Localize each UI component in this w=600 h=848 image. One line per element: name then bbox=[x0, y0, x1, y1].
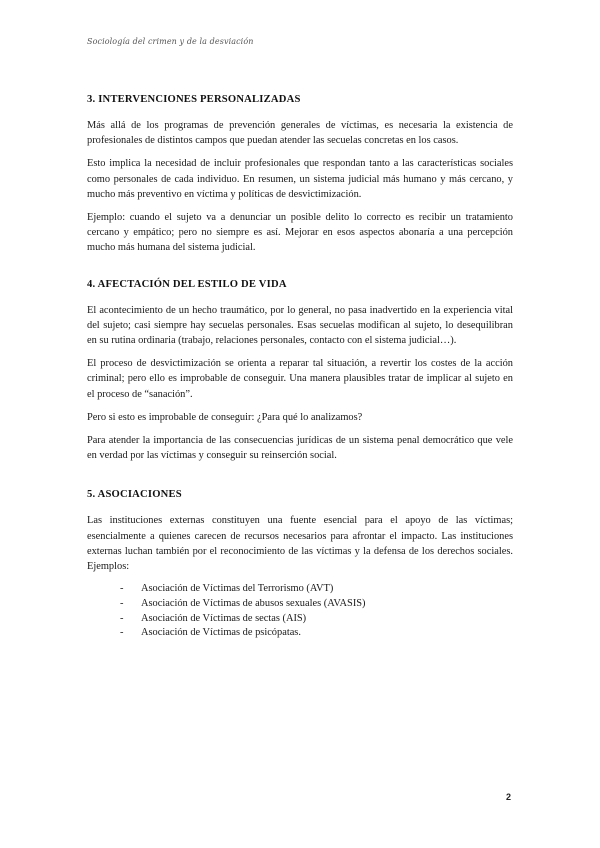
section-heading: 4. AFECTACIÓN DEL ESTILO DE VIDA bbox=[87, 278, 287, 290]
section-heading: 5. ASOCIACIONES bbox=[87, 489, 182, 501]
list-dash: - bbox=[120, 583, 124, 595]
paragraph: Pero si esto es improbable de conseguir: ¿Para qué lo analizamos? bbox=[87, 411, 363, 423]
list-item-text: Asociación de Víctimas de sectas (AIS) bbox=[141, 612, 307, 624]
paragraph: Para atender la importancia de las consecuencias jurídicas de un sistema penal democrático que vele en verdad por las víctimas y conseguir su reinserción social. bbox=[87, 435, 513, 462]
paragraph: Esto implica la necesidad de incluir profesionales que respondan tanto a las características sociales como personales de cada individuo. En resumen, un sistema judicial más humano y más cercano, y mucho más preventivo en víctima y políticas de desvictimización. bbox=[87, 158, 513, 200]
list-dash: - bbox=[120, 597, 124, 609]
list-item bbox=[120, 597, 513, 612]
section-intervenciones bbox=[87, 94, 513, 256]
paragraph: Más allá de los programas de prevención generales de víctimas, es necesaria la existencia de profesionales de distintos campos que puedan atender las secuelas concretas en los casos. bbox=[87, 120, 513, 147]
list-item-text: Asociación de Víctimas de abusos sexuales (AVASIS) bbox=[141, 597, 366, 609]
page-number: 2 bbox=[506, 792, 512, 802]
list-dash: - bbox=[120, 627, 124, 639]
list-item bbox=[120, 612, 513, 627]
paragraph: Ejemplo: cuando el sujeto va a denunciar un posible delito lo correcto es recibir un tratamiento cercano y empático; pero no siempre es así. Mejorar en esos aspectos abonaría a una percepción mucho más humana del sistema judicial. bbox=[87, 212, 513, 254]
list-item bbox=[120, 626, 513, 641]
document-body bbox=[87, 94, 513, 641]
paragraph: El acontecimiento de un hecho traumático, por lo general, no pasa inadvertido en la experiencia vital del sujeto; casi siempre hay secuelas personales. Esas secuelas modifican al sujeto, lo desequilibran en su rutina ordinaria (trabajo, relaciones personales, contacto con el sistema judicial…). bbox=[87, 304, 513, 347]
running-header: Sociología del crimen y de la desviación bbox=[87, 37, 254, 46]
list-item-text: Asociación de Víctimas de psicópatas. bbox=[141, 627, 301, 639]
list-item-text: Asociación de Víctimas del Terrorismo (AVT) bbox=[141, 583, 334, 595]
section-asociaciones bbox=[87, 489, 513, 641]
section-afectacion bbox=[87, 279, 513, 464]
list-dash: - bbox=[120, 612, 124, 624]
paragraph: El proceso de desvictimización se orienta a reparar tal situación, a revertir los costes de la acción criminal; pero ello es improbable de conseguir. Una manera plausibles tratar de implicar al sujeto en el proceso de “sanación”. bbox=[87, 358, 513, 400]
associations-list bbox=[87, 582, 513, 641]
section-heading: 3. INTERVENCIONES PERSONALIZADAS bbox=[87, 94, 301, 105]
paragraph: Las instituciones externas constituyen una fuente esencial para el apoyo de las víctimas; esencialmente a quienes carecen de recursos necesarios para afrontar el impacto. Las instituciones externas luchan también por el reconocimiento de las víctimas y la defensa de los derechos sociales. Ejemplos: bbox=[87, 515, 513, 573]
list-item bbox=[120, 582, 513, 597]
